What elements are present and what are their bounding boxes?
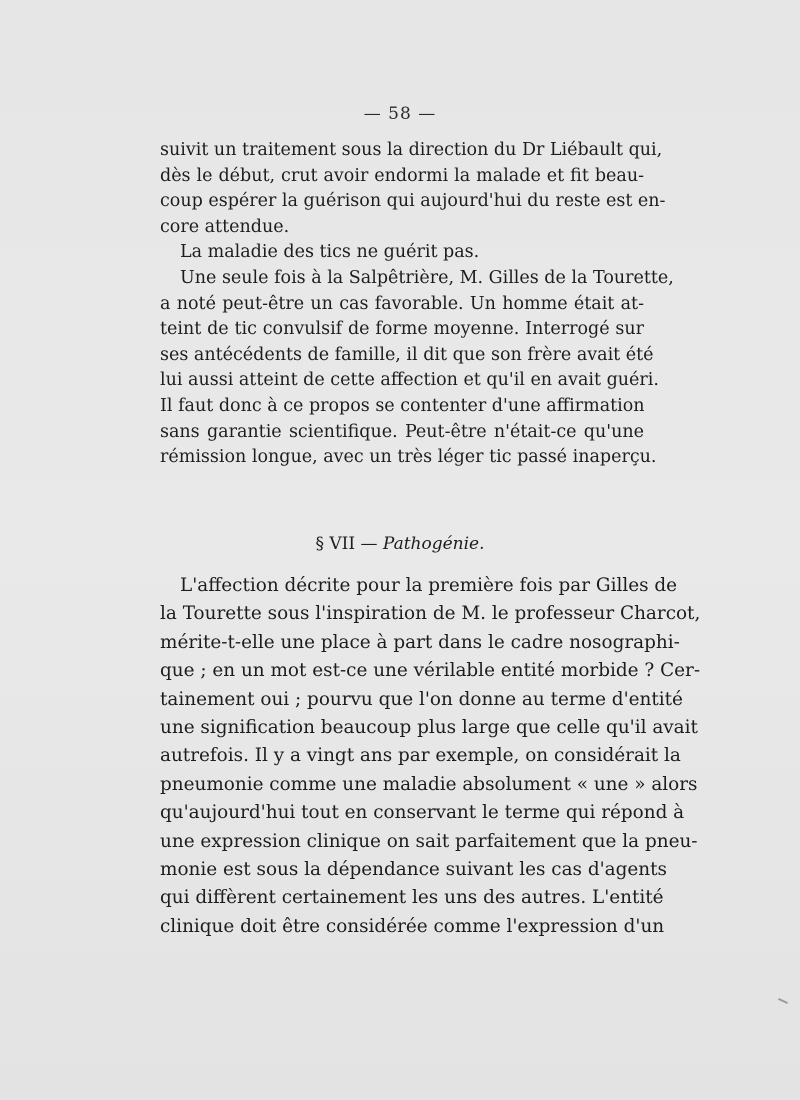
text-line: sans garantie scientifique. Peut-être n'était-ce qu'une [160,421,644,442]
text-line: a noté peut-être un cas favorable. Un homme était at- [160,293,644,314]
section-heading [0,534,800,554]
text-line: teint de tic convulsif de forme moyenne. Interrogé sur [160,319,644,340]
page-number: — 58 — [363,104,437,124]
text-line: rémission longue, avec un très léger tic passé inaperçu. [160,447,657,468]
section-title: Pathogénie. [382,534,485,554]
text-line: une expression clinique on sait parfaitement que la pneu- [160,830,698,852]
text-line: la Tourette sous l'inspiration de M. le professeur Charcot, [160,603,701,625]
text-line: clinique doit être considérée comme l'expression d'un [160,915,665,937]
text-line: mérite-t-elle une place à part dans le cadre nosographi- [160,631,680,653]
text-line: dès le début, crut avoir endormi la malade et fit beau- [160,165,644,186]
text-line: ses antécédents de famille, il dit que son frère avait été [160,344,654,365]
text-line: core attendue. [160,216,290,237]
text-line: Il faut donc à ce propos se contenter d'une affirmation [160,395,645,416]
section-marker: § VII — [315,534,378,554]
text-line: La maladie des tics ne guérit pas. [180,242,480,263]
text-line: monie est sous la dépendance suivant les cas d'agents [160,858,667,880]
text-line: Une seule fois à la Salpêtrière, M. Gilles de la Tourette, [180,267,674,288]
text-block-top [160,138,674,471]
text-line: pneumonie comme une maladie absolument « une » alors [160,773,698,795]
text-line: qui diffèrent certainement les uns des autres. L'entité [160,887,664,909]
scan-mark [778,998,788,1004]
text-line: une signification beaucoup plus large que celle qu'il avait [160,716,698,738]
text-line: tainement oui ; pourvu que l'on donne au terme d'entité [160,688,683,710]
text-line: suivit un traitement sous la direction du Dr Liébault qui, [160,140,663,160]
text-block-bottom [160,572,701,941]
text-line: qu'aujourd'hui tout en conservant le terme qui répond à [160,802,685,824]
text-line: autrefois. Il y a vingt ans par exemple, on considérait la [160,745,681,767]
text-line: que ; en un mot est-ce une vérilable entité morbide ? Cer- [160,660,701,682]
text-line: L'affection décrite pour la première fois par Gilles de [180,575,678,596]
text-line: lui aussi atteint de cette affection et qu'il en avait guéri. [160,370,659,391]
text-line: coup espérer la guérison qui aujourd'hui du reste est en- [160,191,666,212]
